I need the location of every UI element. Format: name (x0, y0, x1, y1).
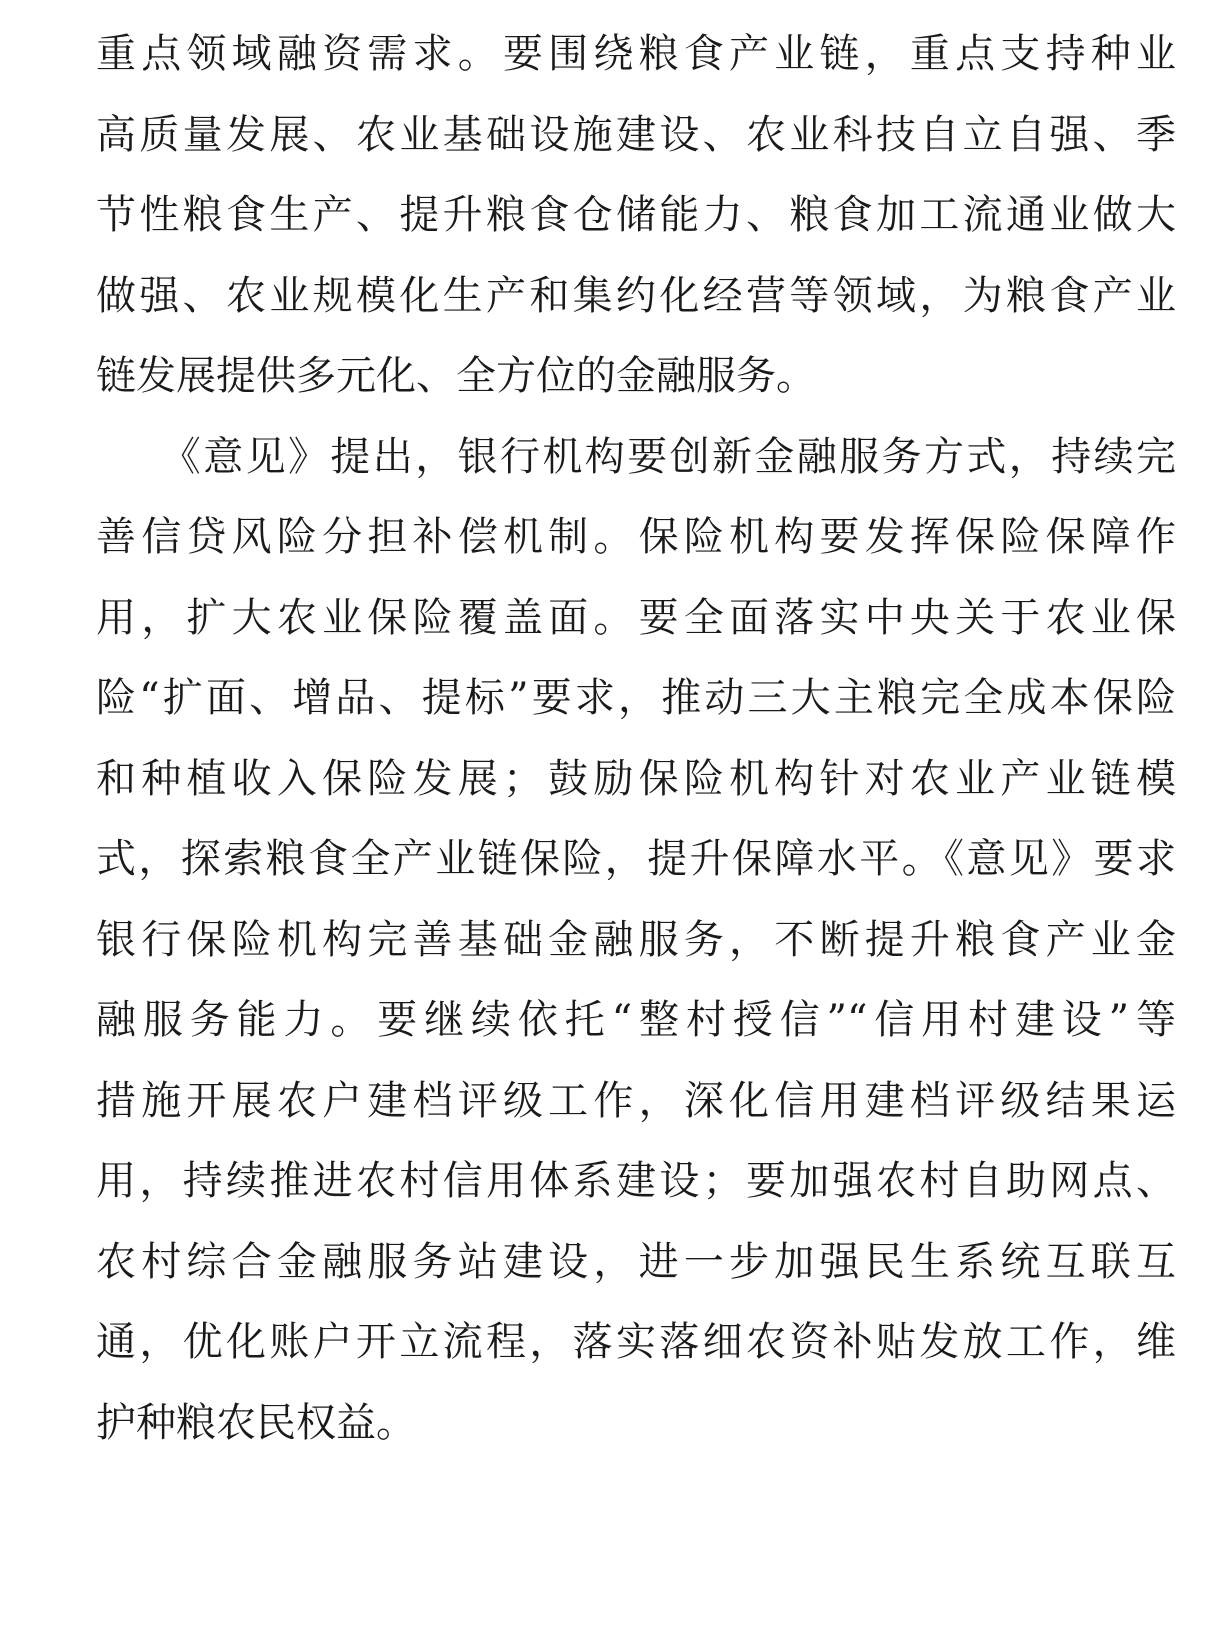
text-line: 高质量发展、农业基础设施建设、农业科技自立自强、季 (96, 111, 1176, 158)
text-line: 融服务能力。要继续依托“整村授信”“信用村建设”等 (96, 997, 1176, 1043)
text-line: 节性粮食生产、提升粮食仓储能力、粮食加工流通业做大 (96, 192, 1176, 238)
text-line: 险“扩面、增品、提标”要求，推动三大主粮完全成本保险 (96, 675, 1176, 721)
text-line: 通，优化账户开立流程，落实落细农资补贴发放工作，维 (96, 1319, 1176, 1365)
text-line: 措施开展农户建档评级工作，深化信用建档评级结果运 (96, 1077, 1176, 1124)
text-line: 农村综合金融服务站建设，进一步加强民生系统互联互 (96, 1238, 1176, 1285)
body-text (96, 14, 1176, 1463)
paragraph-2 (96, 417, 1176, 1464)
text-line: 链发展提供多元化、全方位的金融服务。 (96, 353, 816, 399)
text-line: 银行保险机构完善基础金融服务，不断提升粮食产业金 (96, 916, 1176, 963)
text-line: 重点领域融资需求。要围绕粮食产业链，重点支持种业 (96, 31, 1176, 77)
text-line: 用，持续推进农村信用体系建设；要加强农村自助网点、 (96, 1158, 1176, 1204)
text-line: 护种粮农民权益。 (96, 1399, 416, 1446)
text-line: 《意见》提出，银行机构要创新金融服务方式，持续完 (96, 433, 1176, 480)
text-line: 和种植收入保险发展；鼓励保险机构针对农业产业链模 (96, 755, 1176, 802)
text-line: 善信贷风险分担补偿机制。保险机构要发挥保险保障作 (96, 514, 1176, 560)
text-line: 式，探索粮食全产业链保险，提升保障水平。《意见》要求 (96, 836, 1176, 882)
text-line: 用，扩大农业保险覆盖面。要全面落实中央关于农业保 (96, 594, 1176, 641)
paragraph-1 (96, 14, 1176, 417)
text-line: 做强、农业规模化生产和集约化经营等领域，为粮食产业 (96, 272, 1176, 319)
